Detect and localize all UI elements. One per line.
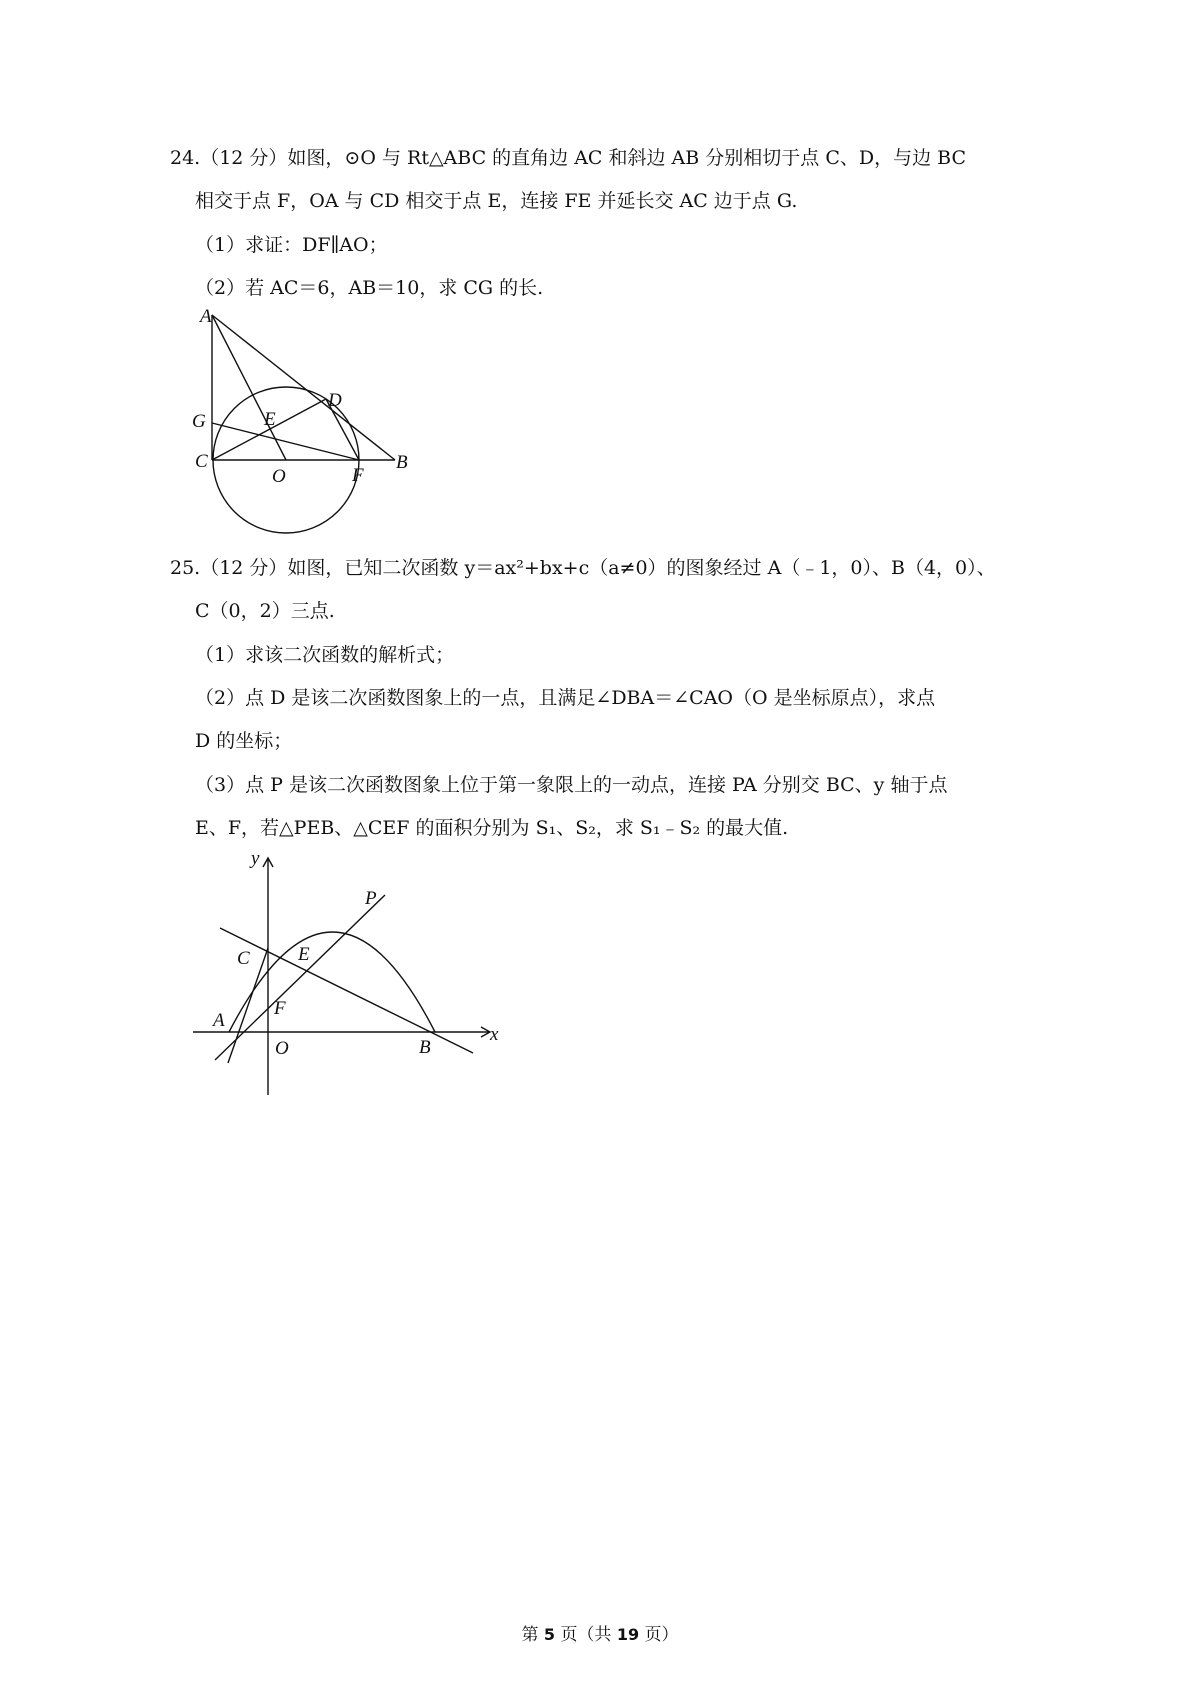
q24-part1: （1）求证：DF∥AO； (195, 234, 388, 256)
label-c: C (195, 451, 208, 472)
q24-part2: （2）若 AC＝6，AB＝10，求 CG 的长. (195, 277, 544, 299)
q25-part3-line1: （3）点 P 是该二次函数图象上位于第一象限上的一动点，连接 PA 分别交 BC、y 轴于点 (195, 774, 948, 796)
label-o2: O (275, 1038, 289, 1059)
label-a: A (200, 306, 212, 327)
label-b: B (396, 452, 408, 473)
q24-stem-line2: 相交于点 F，OA 与 CD 相交于点 E，连接 FE 并延长交 AC 边于点 G. (195, 190, 798, 212)
label-f2: F (274, 998, 286, 1019)
q25-stem-line2: C（0，2）三点. (195, 600, 335, 622)
q25-part2-line2: D 的坐标； (195, 730, 293, 752)
line-ap-extended (215, 895, 385, 1060)
q25-figure (185, 840, 515, 1105)
label-x: x (490, 1024, 499, 1045)
label-b2: B (419, 1037, 431, 1058)
label-d: D (328, 390, 342, 411)
label-o: O (272, 466, 286, 487)
q25-stem-line1: 25.（12 分）如图，已知二次函数 y＝ax²+bx+c（a≠0）的图象经过 A（﹣1，0）、B（4，0）、 (170, 557, 996, 579)
footer-prefix: 第 (521, 1625, 539, 1645)
footer-total-pages: 19 (616, 1625, 640, 1644)
q24-figure (180, 300, 440, 545)
label-g: G (192, 411, 206, 432)
label-p: P (365, 888, 377, 909)
label-e2: E (298, 944, 310, 965)
label-f: F (352, 465, 364, 486)
footer-middle: 页（共 (560, 1625, 612, 1645)
q24-stem-line1: 24.（12 分）如图，⊙O 与 Rt△ABC 的直角边 AC 和斜边 AB 分别相切于点 C、D，与边 BC (170, 147, 966, 169)
segment-gf (212, 423, 359, 460)
footer-page-number: 5 (543, 1625, 556, 1644)
q25-part3-line2: E、F，若△PEB、△CEF 的面积分别为 S₁、S₂，求 S₁﹣S₂ 的最大值. (195, 817, 789, 839)
segment-ab (212, 315, 395, 460)
label-c2: C (237, 948, 250, 969)
label-y: y (251, 848, 260, 869)
line-bc-extended (220, 928, 473, 1053)
footer-suffix: 页） (644, 1625, 679, 1645)
q25-part2-line1: （2）点 D 是该二次函数图象上的一点，且满足∠DBA＝∠CAO（O 是坐标原点），求点 (195, 687, 936, 709)
q25-part1: （1）求该二次函数的解析式； (195, 644, 455, 666)
label-e: E (264, 409, 276, 430)
page-footer (0, 1620, 1200, 1645)
label-a2: A (213, 1010, 225, 1031)
